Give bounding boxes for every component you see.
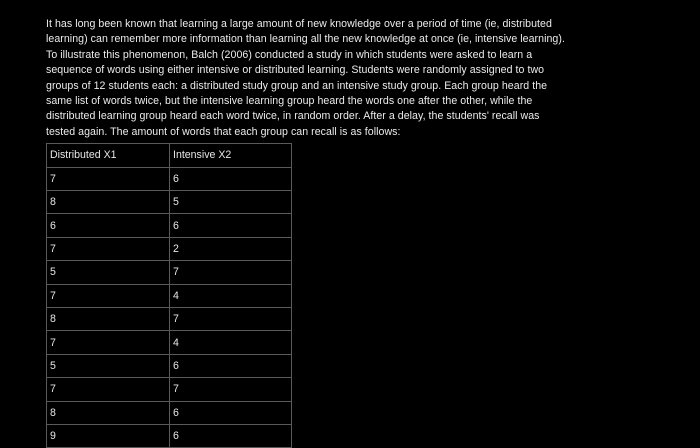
table-row <box>47 167 292 190</box>
table-row <box>47 401 292 424</box>
header-intensive: Intensive X2 <box>170 144 292 167</box>
passage-line: learning) can remember more information than learning all the new knowledge at once (ie, intensive learning). <box>46 33 565 46</box>
header-distributed: Distributed X1 <box>47 144 170 167</box>
question-content <box>46 17 591 448</box>
passage-line: To illustrate this phenomenon, Balch (2006) conducted a study in which students were asked to learn a <box>46 48 533 61</box>
recall-data-table <box>46 143 292 448</box>
table-row <box>47 354 292 377</box>
distributed-cell: 5 <box>47 261 170 284</box>
distributed-cell: 8 <box>47 401 170 424</box>
distributed-cell: 8 <box>47 307 170 330</box>
intensive-cell: 5 <box>170 191 292 214</box>
intensive-cell: 7 <box>170 261 292 284</box>
table-row <box>47 237 292 260</box>
table-row <box>47 284 292 307</box>
table-header-row <box>47 144 292 167</box>
intensive-cell: 4 <box>170 331 292 354</box>
distributed-cell: 7 <box>47 284 170 307</box>
distributed-cell: 6 <box>47 214 170 237</box>
distributed-cell: 7 <box>47 331 170 354</box>
problem-passage <box>46 17 591 140</box>
intensive-cell: 6 <box>170 167 292 190</box>
distributed-cell: 7 <box>47 237 170 260</box>
intensive-cell: 6 <box>170 424 292 447</box>
table-row <box>47 424 292 447</box>
intensive-cell: 7 <box>170 307 292 330</box>
table-row <box>47 331 292 354</box>
intensive-cell: 6 <box>170 401 292 424</box>
passage-line: distributed learning group heard each word twice, in random order. After a delay, the students' recall was <box>46 110 540 123</box>
passage-line: groups of 12 students each: a distributed study group and an intensive study group. Each group heard the <box>46 79 548 92</box>
table-row <box>47 307 292 330</box>
passage-line: It has long been known that learning a large amount of new knowledge over a period of time (ie, distributed <box>46 18 552 30</box>
passage-line: same list of words twice, but the intensive learning group heard the words one after the other, while the <box>46 95 533 108</box>
table-row <box>47 191 292 214</box>
passage-line: tested again. The amount of words that each group can recall is as follows: <box>46 125 401 138</box>
distributed-cell: 5 <box>47 354 170 377</box>
intensive-cell: 4 <box>170 284 292 307</box>
distributed-cell: 7 <box>47 378 170 401</box>
intensive-cell: 6 <box>170 354 292 377</box>
intensive-cell: 6 <box>170 214 292 237</box>
distributed-cell: 9 <box>47 424 170 447</box>
distributed-cell: 7 <box>47 167 170 190</box>
passage-line: sequence of words using either intensive or distributed learning. Students were randomly assigned to two <box>46 64 545 77</box>
table-row <box>47 378 292 401</box>
intensive-cell: 2 <box>170 237 292 260</box>
table-row <box>47 214 292 237</box>
table-row <box>47 261 292 284</box>
distributed-cell: 8 <box>47 191 170 214</box>
intensive-cell: 7 <box>170 378 292 401</box>
